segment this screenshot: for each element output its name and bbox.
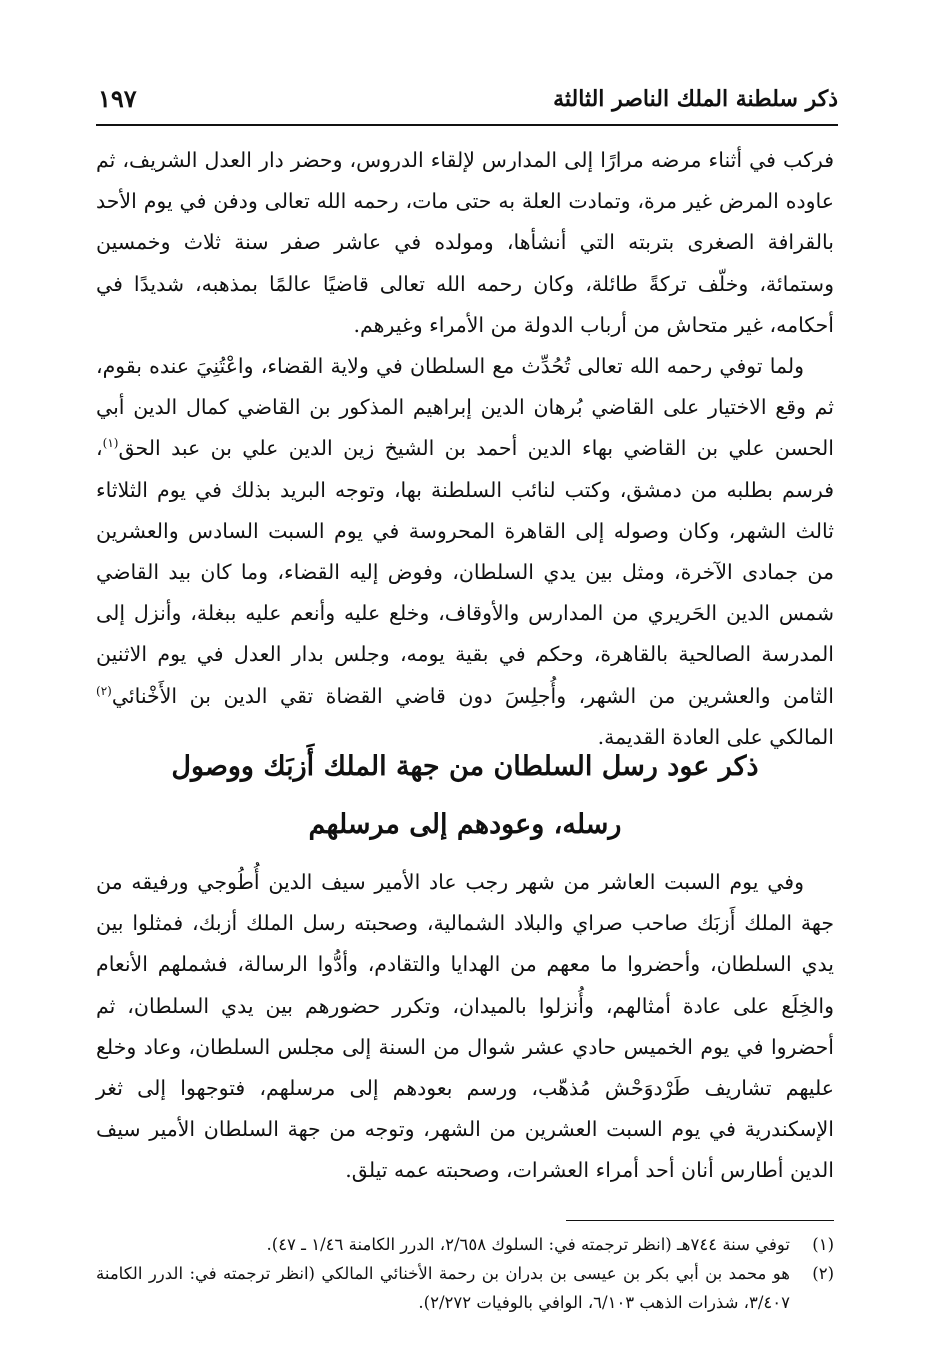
page-number: ١٩٧ xyxy=(98,84,137,113)
footnote-text: هو محمد بن أبي بكر بن عيسى بن بدران بن رحمة الأخنائي المالكي (انظر ترجمته في: الدرر الكامنة ٣/٤٠٧، شذرات الذهب ٦/١٠٣، الوافي بالوفيات ٢/٢٧٢). xyxy=(96,1264,790,1312)
footnote-separator xyxy=(566,1220,834,1221)
running-header xyxy=(98,84,838,124)
paragraph-2-part-a: ولما توفي رحمه الله تعالى تُحُدِّث مع السلطان في ولاية القضاء، واعْتُنِيَ عنده بقوم، ثم وقع الاختيار على القاضي بُرهان الدين إبراهيم المذكور بن القاضي كمال الدين أبي الحسن علي بن القاضي بهاء الدين أحمد بن الشيخ زين الدين علي بن عبد الحق xyxy=(96,354,834,461)
footnote-ref-2[interactable]: (٢) xyxy=(96,683,112,698)
footnotes xyxy=(96,1230,834,1317)
paragraph-2-part-c: المالكي على العادة القديمة. xyxy=(597,724,834,749)
paragraph-2-part-b: ، فرسم بطلبه من دمشق، وكتب لنائب السلطنة بها، وتوجه البريد بذلك في يوم الثلاثاء ثالث الشهر، وكان وصوله إلى القاهرة المحروسة في يوم السبت السادس والعشرين من جمادى الآخرة، ومثل بين يدي السلطان، وفوض إليه القضاء، وما كان بيد القاضي شمس الدين الحَريري من المدارس والأوقاف، وخلع عليه وأنعم عليه ببغلة، وأنزل إلى المدرسة الصالحية بالقاهرة، وحكم في بقية يومه، وجلس بدار العدل في يوم الاثنين الثامن والعشرين من الشهر، وأُجلِسَ دون قاضي القضاة تقي الدين بن الأَخْنائي xyxy=(96,436,834,708)
paragraph-2 xyxy=(96,346,834,758)
footnote-number: (٢) xyxy=(812,1264,834,1283)
footnote-ref-1[interactable]: (١) xyxy=(102,436,119,451)
header-rule xyxy=(96,124,838,126)
footnote-2 xyxy=(96,1259,834,1317)
footnote-text: توفي سنة ٧٤٤هـ (انظر ترجمته في: السلوك ٢/٦٥٨، الدرر الكامنة ١/٤٦ ـ ٤٧). xyxy=(266,1235,790,1254)
main-text xyxy=(96,140,834,758)
running-header-title: ذكر سلطنة الملك الناصر الثالثة xyxy=(553,86,838,112)
section-paragraph-1: وفي يوم السبت العاشر من شهر رجب عاد الأمير سيف الدين أُطُوجي ورفيقه من جهة الملك أَزبَك صاحب صراي والبلاد الشمالية، وصحبته رسل الملك أزبك، فمثلوا بين يدي السلطان، وأحضروا ما معهم من الهدايا والتقادم، وأدُّوا الرسالة، فشملهم الأنعام والخِلَع على عادة أمثالهم، وأُنزلوا بالميدان، وتكرر حضورهم بين يدي السلطان، ثم أحضروا في يوم الخميس حادي عشر شوال من السنة إلى مجلس السلطان، وعاد وخلع عليهم تشاريف طَرْدوَحْش مُذهّب، ورسم بعودهم إلى مرسلهم، فتوجهوا إلى ثغر الإسكندرية في يوم السبت العشرين من الشهر، وتوجه من جهة السلطان الأمير سيف الدين أطارس أنان أحد أمراء العشرات، وصحبته عمه تيلق. xyxy=(96,870,834,1183)
section-heading-line-2: رسله، وعودهم إلى مرسلهم xyxy=(308,809,622,840)
paragraph-1: فركب في أثناء مرضه مرارًا إلى المدارس لإلقاء الدروس، وحضر دار العدل الشريف، ثم عاوده المرض غير مرة، وتمادت العلة به حتى مات، رحمه الله تعالى ودفن في يوم الأحد بالقرافة الصغرى بتربته التي أنشأها، ومولده في عاشر صفر سنة ثلاث وخمسين وستمائة، وخلّف تركةً طائلة، وكان رحمه الله تعالى قاضيًا عالمًا بمذهبه، شديدًا في أحكامه، غير متحاش من أرباب الدولة من الأمراء وغيرهم. xyxy=(96,148,834,337)
section-heading xyxy=(96,738,834,854)
footnote-number: (١) xyxy=(812,1235,834,1254)
section-text xyxy=(96,862,834,1192)
footnote-1 xyxy=(96,1230,834,1259)
section-heading-line-1: ذكر عود رسل السلطان من جهة الملك أَزبَك ووصول xyxy=(171,751,759,782)
